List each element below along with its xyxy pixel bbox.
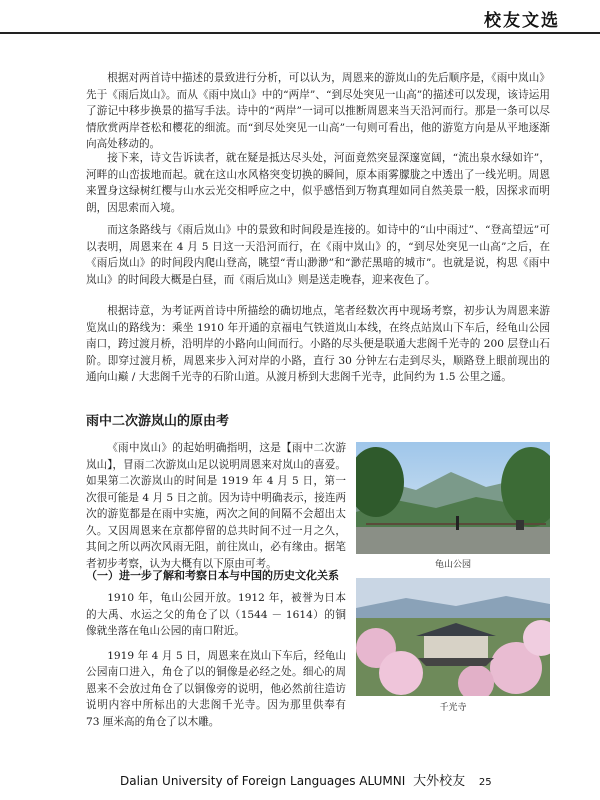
column-paragraph: 1910 年，龟山公园开放。1912 年，被誉为日本的大禹、水运之父的角仓了以（1544 － 1614）的铜像就坐落在龟山公园的南口附近。 [86,592,346,637]
left-column-1 [86,440,346,580]
kameyama-park-photo [356,442,550,554]
senkoji-photo [356,578,550,696]
paragraph-1: 根据对两首诗中描述的景致进行分析，可以认为，周恩来的游岚山的先后顺序是，《雨中岚山》先于《雨后岚山》。而从《雨中岚山》中的“两岸”、“到尽处突见一山高”的描述可以发现，该诗运用了游记中移步换景的描写手法。诗中的“两岸”一词可以推断周恩来当天沿河而行。那是一条可以尽情欣赏两岸苍松和樱花的细流。而“到尽处突见一山高”一句则可看出，他的游览方向是从平地逐渐向高处移动的。 [86,72,550,150]
column-paragraph: 《雨中岚山》的起始明确指明，这是【雨中二次游岚山】，冒雨二次游岚山足以说明周恩来对岚山的喜爱。如果第二次游岚山的时间是 1919 年 4 月 5 日，第一次很可能是 4 月 5 日之前。因为诗中明确表示，接连两次的游览都是在雨中实施，两次之间的间隔不会超出太久。又因周恩来在京都停留的总共时间不过一月之久，其间之所以两次风雨无阻，前往岚山，必有缘由。据笔者初步考察，认为大概有以下原由可考。 [86,442,347,570]
journal-name-cn: 大外校友 [413,774,466,789]
section-label: 校友文选 [484,11,560,31]
photo-caption: 千光寺 [439,703,467,713]
footer [120,770,492,789]
paragraph-4: 根据诗意，为考证两首诗中所描绘的确切地点，笔者经数次再中现场考察，初步认为周恩来游览岚山的路线为：乘坐 1910 年开通的京福电气铁道岚山本线，在终点站岚山下车后，经龟山公园南口，跨过渡月桥，沿明岸的小路向山间而行。小路的尽头便是联通大悲阁千光寺的 200 层登山石阶。即穿过渡月桥，周恩来步入河对岸的小路，直行 30 分钟左右走到尽头，顺路登上眼前现出的通向山巅 / 大悲阁千光寺的石阶山道。从渡月桥到大悲阁千光寺，此间约为 1.5 公里之遥。 [86,305,550,383]
page-number: 25 [478,777,492,788]
paragraph-2: 接下来，诗文告诉读者，就在疑是抵达尽头处，河面竟然突显深邃宽阔，“流出泉水绿如许”，河畔的山峦拔地而起。就在这山水风格突变切换的瞬间，原本雨雾朦胧之中透出了一线光明。周恩来置身这绿树红樱与山水云光交相呼应之中，似乎感悟到万物真理如同自然美景一般，因探求而明朗，因思索而入境。 [86,152,550,214]
subheading: （一）进一步了解和考察日本与中国的历史文化关系 [86,569,339,582]
section-heading: 雨中二次游岚山的原由考 [86,414,230,429]
left-column-2 [86,590,346,738]
paragraph-3: 而这条路线与《雨后岚山》中的景致和时间段是连接的。如诗中的“山中雨过”、“登高望远”可以表明，周恩来在 4 月 5 日这一天沿河而行，在《雨中岚山》的，“到尽处突见一山高”之后，在《雨后岚山》的时间段内爬山登高，眺望“青山渺渺”和“渺茫黑暗的城市”。也就是说，构思《雨中岚山》的时间段大概是白昼，而《雨后岚山》则是送走晚春，迎来夜色了。 [86,224,550,286]
photo-caption: 龟山公园 [434,560,471,570]
column-paragraph: 1919 年 4 月 5 日，周恩来在岚山下车后，经龟山公园南口进入，角仓了以的铜像是必经之处。细心的周恩来不会放过角仓了以铜像旁的说明，他必然前往造访说明内容中所标出的大悲阁千光寺。因为那里供奉有 73 厘米高的角仓了以木雕。 [86,649,346,728]
header-rule [0,32,600,34]
journal-name: Dalian University of Foreign Languages ALUMNI [120,774,406,788]
